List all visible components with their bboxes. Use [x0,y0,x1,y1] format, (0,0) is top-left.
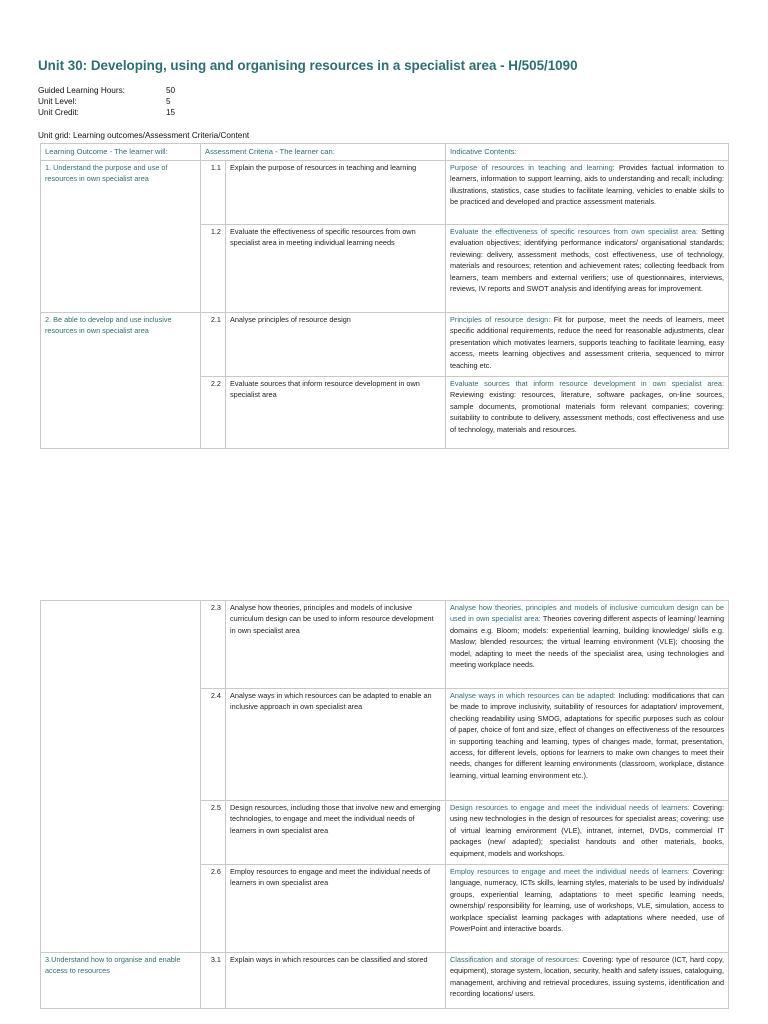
content-heading: Design resources to engage and meet the individual needs of learners: [450,803,690,812]
assessment-criteria-cell: Explain ways in which resources can be classified and stored [226,953,446,1009]
indicative-content-cell [446,865,729,953]
meta-label: Guided Learning Hours: [38,86,125,95]
content-heading: Analyse how theories, principles and models of inclusive curriculum design can be used in own specialist area: [450,603,724,624]
learning-outcome-cell: 2. Be able to develop and use inclusive resources in own specialist area [41,313,201,449]
header-criteria: Assessment Criteria - The learner can: [201,144,446,161]
meta-label: Unit Level: [38,97,77,106]
assessment-criteria-cell: Analyse principles of resource design [226,313,446,377]
indicative-content-cell [446,225,729,313]
assessment-criteria-cell: Design resources, including those that involve new and emerging technologies, to engage and meet the individual needs of learners in own specialist area [226,801,446,865]
meta-value: 15 [166,108,176,117]
guided-hours-row [38,86,176,95]
criteria-number-cell: 2.5 [201,801,226,865]
learning-outcome-cell [41,601,201,953]
meta-label: Unit Credit: [38,108,79,117]
content-heading: Classification and storage of resources: [450,955,580,964]
criteria-number-cell: 1.1 [201,161,226,225]
page-title: Unit 30: Developing, using and organising resources in a specialist area - H/505/1090 [38,58,578,73]
content-body: Reviewing existing: resources, literature, software packages, on-line sources, sample documents, promotional materials form relevant companies; covering: suitability to contribute to delivery, assessment methods, cost effectiveness and use of technology, materials and resources. [450,390,725,434]
unit-grid-table-page1 [40,143,729,449]
content-heading: Analyse ways in which resources can be adapted: [450,691,616,700]
table-row [41,601,729,689]
table-header-row [41,144,729,161]
table-row [41,953,729,1009]
content-heading: Employ resources to engage and meet the individual needs of learners: [450,867,690,876]
indicative-content-cell [446,953,729,1009]
content-heading: Evaluate sources that inform resource development in own specialist area: [450,379,725,388]
indicative-content-cell [446,313,729,377]
content-heading: Principles of resource design: [450,315,551,324]
content-body: Fit for purpose, meet the needs of learners, meet specific additional requirements, reduce the need for reasonable adjustments, clear presentation which motivates learners, supports teaching to facilitate learning, easy access, meets learning objectives and assessment criteria, sequenced to mirror teaching etc. [450,315,725,370]
meta-value: 5 [166,97,171,106]
content-body: Covering: language, numeracy, ICTs skills, learning styles, materials to be used by individuals/ groups, experiential learning, adaptations to meet specific learning needs, ownership/ responsibility for learning, use of workshops, VLE, simulation, access to workplace specialist learning packages with adaptations where needed, use of PowerPoint and interactive boards. [450,867,724,934]
assessment-criteria-cell: Employ resources to engage and meet the individual needs of learners in own specialist area [226,865,446,953]
assessment-criteria-cell: Evaluate sources that inform resource development in own specialist area [226,377,446,449]
learning-outcome-cell: 1. Understand the purpose and use of resources in own specialist area [41,161,201,313]
content-body: Setting evaluation objectives; identifying performance indicators/ organisational standards; reviewing: delivery, assessment methods, cost effectiveness, use of technology, materials and resources; retention and achievement rates; collecting feedback from learners, team members and external verifiers; use of questionnaires, interviews, reviews, IV reports and SWOT analysis and identifying areas for improvement. [450,227,725,294]
indicative-content-cell [446,601,729,689]
criteria-number-cell: 1.2 [201,225,226,313]
content-body: Covering: using new technologies in the design of resources for specialist areas; covering: use of virtual learning environment (VLE), intranet, internet, DVDs, commercial IT packages (new/ adapted); specialist handouts and other materials, books, equipment, models and workshops. [450,803,724,858]
criteria-number-cell: 2.4 [201,689,226,801]
table-row [41,313,729,377]
header-content: Indicative Contents: [446,144,729,161]
content-heading: Evaluate the effectiveness of specific resources from own specialist area: [450,227,698,236]
content-body: Covering: type of resource (ICT, hard copy, equipment), storage system, location, security, health and safety issues, cataloguing, management, archiving and retrieval procedures, issuing systems, identification and recording locations/ users. [450,955,724,999]
header-outcome: Learning Outcome - The learner will: [41,144,201,161]
criteria-number-cell: 3.1 [201,953,226,1009]
indicative-content-cell [446,161,729,225]
indicative-content-cell [446,801,729,865]
criteria-number-cell: 2.3 [201,601,226,689]
content-heading: Purpose of resources in teaching and learning: [450,163,615,172]
table-row [41,161,729,225]
unit-grid-label: Unit grid: Learning outcomes/Assessment Criteria/Content [38,131,250,140]
criteria-number-cell: 2.1 [201,313,226,377]
assessment-criteria-cell: Analyse how theories, principles and models of inclusive curriculum design can be used to inform resource development in own specialist area [226,601,446,689]
unit-grid-table-page2 [40,600,729,1009]
assessment-criteria-cell: Explain the purpose of resources in teaching and learning [226,161,446,225]
unit-credit-row [38,108,176,117]
content-body: Theories covering different aspects of learning/ learning domains e.g. Bloom; models: experiential learning, building knowledge/ skills e.g. Maslow; blended resources; the virtual learning environment (VLE); choosing the model, adapting to meet the needs of the specialist area, using technologies and meeting workplace needs. [450,614,725,670]
assessment-criteria-cell: Analyse ways in which resources can be adapted to enable an inclusive approach in own specialist area [226,689,446,801]
criteria-number-cell: 2.2 [201,377,226,449]
indicative-content-cell [446,689,729,801]
criteria-number-cell: 2.6 [201,865,226,953]
assessment-criteria-cell: Evaluate the effectiveness of specific resources from own specialist area in meeting individual learning needs [226,225,446,313]
learning-outcome-cell: 3.Understand how to organise and enable access to resources [41,953,201,1009]
unit-level-row [38,97,171,106]
indicative-content-cell [446,377,729,449]
content-body: Provides factual information to learners, information to support learning, aids to understanding and recall; including: illustrations, statistics, case studies to facilitate learning, vehicles to enable skills to be practiced and developed and practice assessment materials. [450,163,725,207]
content-body: Including: modifications that can be made to improve inclusivity, suitability of resources for adaptation/ improvement, checking readability using SMOG, adaptations for specific purposes such as colour of paper, choice of font and size, effect of changes on effectiveness of the resources in supporting teaching and learning, types of changes made, format, presentation, access, for different levels, options for learners to make own changes to meet their needs, changes for different learning environments (classroom, workplace, distance learning, virtual learning environment etc.). [450,691,725,780]
meta-value: 50 [166,86,176,95]
